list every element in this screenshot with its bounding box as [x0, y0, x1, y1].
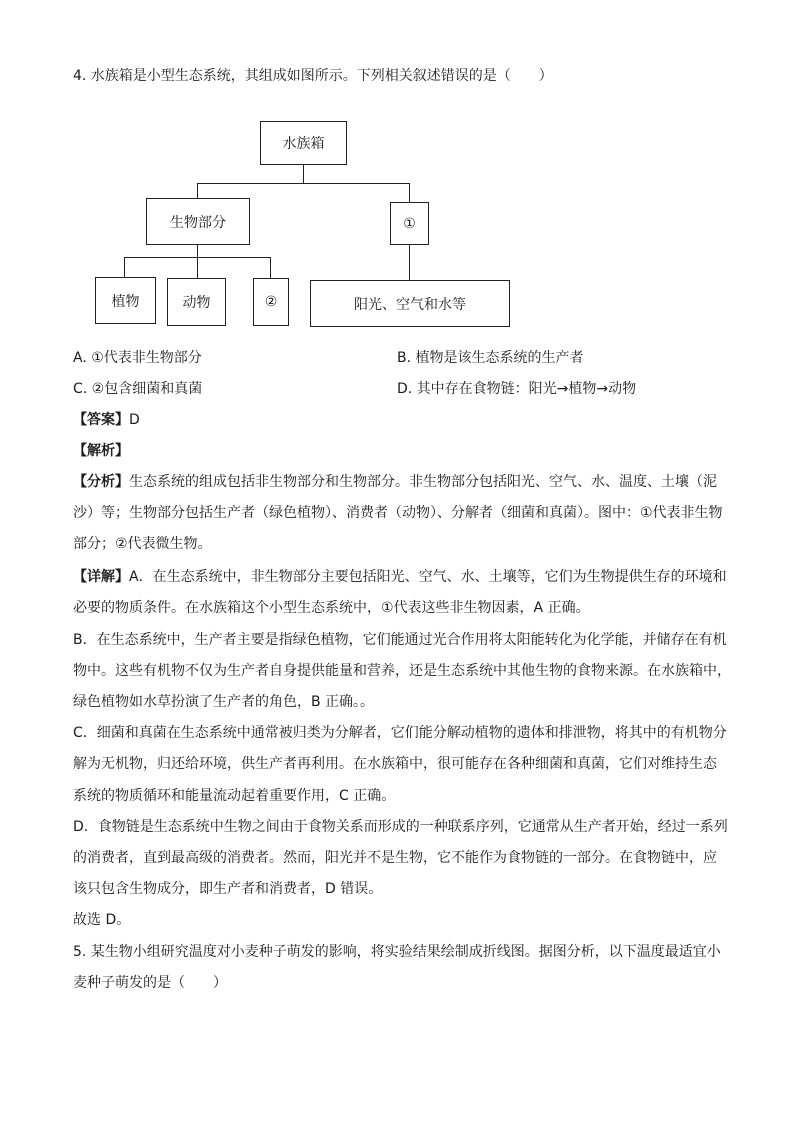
diagram-plant-box: 植物 [95, 277, 156, 324]
xiangjie-b-line-2: 物中。这些有机物不仅为生产者自身提供能量和营养，还是生态系统中其他生物的食物来源。在水族箱中， [73, 663, 731, 679]
answer-value: D [129, 412, 140, 428]
option-b: B. 植物是该生态系统的生产者 [397, 350, 584, 366]
answer-line [73, 410, 140, 430]
xiangjie-a-text-1: A．在生态系统中，非生物部分主要包括阳光、空气、水、土壤等，它们为生物提供生存的环境和 [129, 569, 727, 585]
connector [409, 245, 410, 280]
connector [124, 257, 125, 277]
conclusion: 故选 D。 [73, 912, 131, 928]
answer-tag: 【答案】 [73, 412, 129, 428]
option-d: D. 其中存在食物链：阳光→植物→动物 [397, 381, 637, 397]
connector [197, 183, 410, 184]
fenxi-line-2: 沙）等；生物部分包括生产者（绿色植物）、消费者（动物）、分解者（细菌和真菌）。图中：①代表非生物 [73, 505, 723, 521]
xiangjie-d-line-3: 该只包含生物成分，即生产者和消费者，D 错误。 [73, 881, 383, 897]
fenxi-line-3: 部分；②代表微生物。 [73, 536, 212, 552]
question-5-line-2: 麦种子萌发的是（ ） [73, 975, 227, 991]
connector [197, 183, 198, 198]
diagram-animal-box: 动物 [167, 278, 226, 326]
diagram-bio-box: 生物部分 [146, 198, 250, 245]
analysis-tag: 【解析】 [73, 443, 129, 459]
xiangjie-a-line-1 [73, 567, 727, 587]
xiangjie-c-line-3: 系统的物质循环和能量流动起着重要作用，C 正确。 [73, 788, 396, 804]
fenxi-text-1: 生态系统的组成包括非生物部分和生物部分。非生物部分包括阳光、空气、水、温度、土壤（泥 [129, 474, 717, 490]
connector [409, 183, 410, 202]
xiangjie-a-line-2: 必要的物质条件。在水族箱这个小型生态系统中，①代表这些非生物因素，A 正确。 [73, 600, 590, 616]
connector [197, 257, 198, 278]
diagram-nonbio-box: ① [390, 202, 429, 245]
xiangjie-b-line-1: B．在生态系统中，生产者主要是指绿色植物，它们能通过光合作用将太阳能转化为化学能，并储存在有机 [73, 632, 727, 648]
xiangjie-d-line-2: 的消费者，直到最高级的消费者。然而，阳光并不是生物，它不能作为食物链的一部分。在食物链中，应 [73, 850, 717, 866]
fenxi-line-1 [73, 472, 717, 492]
xiangjie-d-line-1: D．食物链是生态系统中生物之间由于食物关系而形成的一种联系序列，它通常从生产者开始，经过一系列 [73, 819, 728, 835]
diagram-nonbio-detail-box: 阳光、空气和水等 [310, 280, 510, 327]
question-4-stem: 4. 水族箱是小型生态系统，其组成如图所示。下列相关叙述错误的是（ ） [73, 68, 553, 84]
connector [303, 165, 304, 184]
diagram-micro-box: ② [253, 278, 289, 326]
xiangjie-tag: 【详解】 [73, 569, 129, 585]
option-a: A. ①代表非生物部分 [73, 350, 202, 366]
diagram-root-box: 水族箱 [260, 121, 347, 165]
fenxi-tag: 【分析】 [73, 474, 129, 490]
xiangjie-c-line-2: 解为无机物，归还给环境，供生产者再利用。在水族箱中，很可能存在各种细菌和真菌，它们对维持生态 [73, 756, 717, 772]
option-c: C. ②包含细菌和真菌 [73, 381, 203, 397]
connector [270, 257, 271, 278]
question-5-line-1: 5. 某生物小组研究温度对小麦种子萌发的影响，将实验结果绘制成折线图。据图分析，以下温度最适宜小 [73, 944, 721, 960]
xiangjie-c-line-1: C．细菌和真菌在生态系统中通常被归类为分解者，它们能分解动植物的遗体和排泄物，将其中的有机物分 [73, 725, 727, 741]
xiangjie-b-line-3: 绿色植物如水草扮演了生产者的角色，B 正确。。 [73, 694, 375, 710]
